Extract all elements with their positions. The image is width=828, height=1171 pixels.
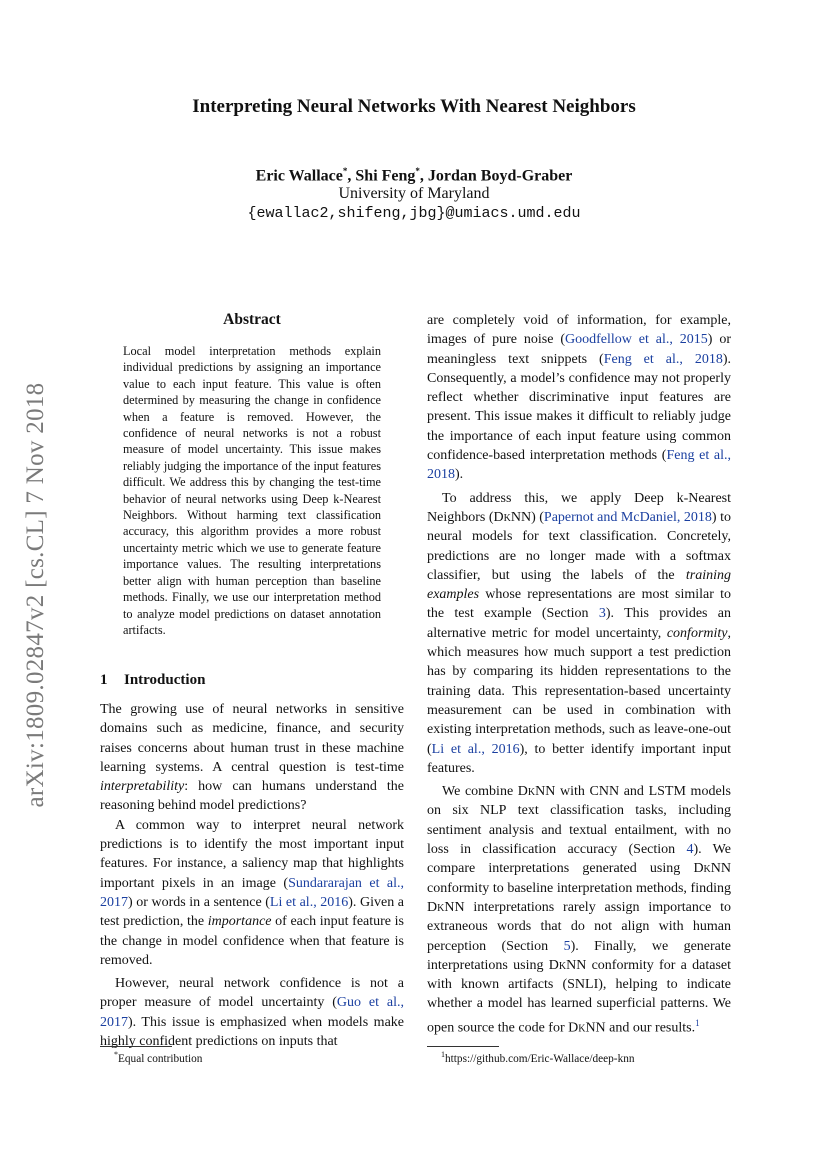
citation-link[interactable]: Guo et al., 2017 [100,995,404,1030]
paper-title: Interpreting Neural Networks With Nearest Neighbors [192,96,636,117]
citation-link[interactable]: Li et al., 2016 [269,894,349,910]
paragraph: The growing use of neural networks in sensitive domains such as medicine, finance, and security raises concerns about human trust in these machine learning systems. A central question is test-time interpretability: how can humans understand the reasoning behind model predictions? [100,702,404,814]
author-name: Shi Feng [355,167,416,185]
section-number: 1 [100,672,108,688]
equal-contribution-mark: * [342,166,348,176]
citation-link[interactable]: Feng et al., 2018 [427,448,731,483]
author-emails: {ewallac2,shifeng,jbg}@umiacs.umd.edu [247,205,581,222]
footnote-url[interactable]: https://github.com/Eric-Wallace/deep-knn [445,1052,635,1065]
paragraph: To address this, we apply Deep k-Nearest Neighbors (DkNN) (Papernot and McDaniel, 2018) to neural models for text classification. Concretely, predictions are no longer made with a softmax classifier, but using the labels of the training examples whose representations are most similar to the test example (Section 3). This provides an alternative metric for model uncertainty, conformity, which measures how much support a test prediction has by comparing its hidden representations to the training data. This representation-based uncertainty measurement can be used in combination with existing interpretation methods, such as leave-one-out (Li et al., 2016), to better identify important input features. [427,490,732,776]
abstract-text: Local model interpretation methods explain individual predictions by assigning an importance value to each input feature. This value is often determined by measuring the change in confidence when a feature is removed. However, the confidence of neural networks is not a robust measure of model uncertainty. This issue makes reliably judging the importance of the input features difficult. We address this by changing the test-time behavior of neural networks using Deep k-Nearest Neighbors. Without harming text classification accuracy, this algorithm provides a more robust uncertainty metric which we use to generate feature importance values. The resulting interpretations better align with human perception than baseline methods. Finally, we use our interpretation method to analyze model predictions on dataset annotation artifacts. [123,344,381,637]
author-name: Jordan Boyd-Graber [427,167,573,185]
section-ref-link[interactable]: 3 [598,606,606,622]
right-column [427,311,731,1038]
paragraph: We combine DkNN with CNN and LSTM models on six NLP text classification tasks, including sentiment analysis and textual entailment, with no loss in classification accuracy (Section 4). We compare interpretations generated using DkNN conformity to baseline interpretation methods, finding DkNN interpretations rarely assign importance to extraneous words that do not align with human perception (Section 5). Finally, we generate interpretations using DkNN conformity for a dataset with known artifacts (SNLI), helping to indicate whether a model has learned superficial patterns. We open source the code for DkNN and our results.$^1$ [427,784,732,1036]
citation-link[interactable]: Papernot and McDaniel, 2018 [543,509,712,525]
abstract-heading: Abstract [223,311,281,328]
affiliation: University of Maryland [338,185,490,202]
footnote-rule [100,1046,172,1047]
paragraph-continued: are completely void of information, for example, images of pure noise (Goodfellow et al., 2015) or meaningless text snippets (Feng et al., 2018). Consequently, a model’s confidence may not properly reflect whether discriminative input features are present. This issue makes it difficult to reliably judge the importance of each input feature using common confidence-based interpretation methods (Feng et al., 2018). [427,313,731,483]
citation-link[interactable]: Li et al., 2016 [431,741,520,757]
author-name: Eric Wallace [255,167,343,185]
paragraph: However, neural network confidence is not a proper measure of model uncertainty (Guo et al., 2017). This issue is emphasized when models make highly confident predictions on inputs that [100,976,404,1050]
footnote-left [100,1046,404,1065]
citation-link[interactable]: Feng et al., 2018 [603,351,723,367]
section-title: Introduction [124,672,206,688]
citation-link[interactable]: Sundararajan et al., 2017 [100,875,405,910]
citation-link[interactable]: Goodfellow et al., 2015 [565,332,708,348]
footnote-text: *Equal contribution [114,1050,203,1065]
arxiv-sidebar [16,360,56,830]
arxiv-identifier: arXiv:1809.02847v2 [cs.CL] 7 Nov 2018 [22,382,49,808]
author-list: Eric Wallace*, Shi Feng*, Jordan Boyd-Graber [255,166,573,185]
section-heading [100,672,404,689]
equal-contribution-mark: * [415,166,420,176]
section-ref-link[interactable]: 4 [686,842,694,858]
footnote-right [427,1046,731,1065]
paragraph: A common way to interpret neural network predictions is to identify the most important input features. For instance, a saliency map that highlights important pixels in an image (Sundararajan et al., 2017) or words in a sentence (Li et al., 2016). Given a test prediction, the importance of each input feature is the change in model confidence when that feature is removed. [100,817,405,968]
footnote-link[interactable]: 1 [695,1017,700,1028]
footnote-rule [427,1046,499,1047]
section-ref-link[interactable]: 5 [563,938,571,954]
left-column [100,672,404,1051]
footnote-text: $^1$https://github.com/Eric-Wallace/deep-knn [441,1050,635,1065]
